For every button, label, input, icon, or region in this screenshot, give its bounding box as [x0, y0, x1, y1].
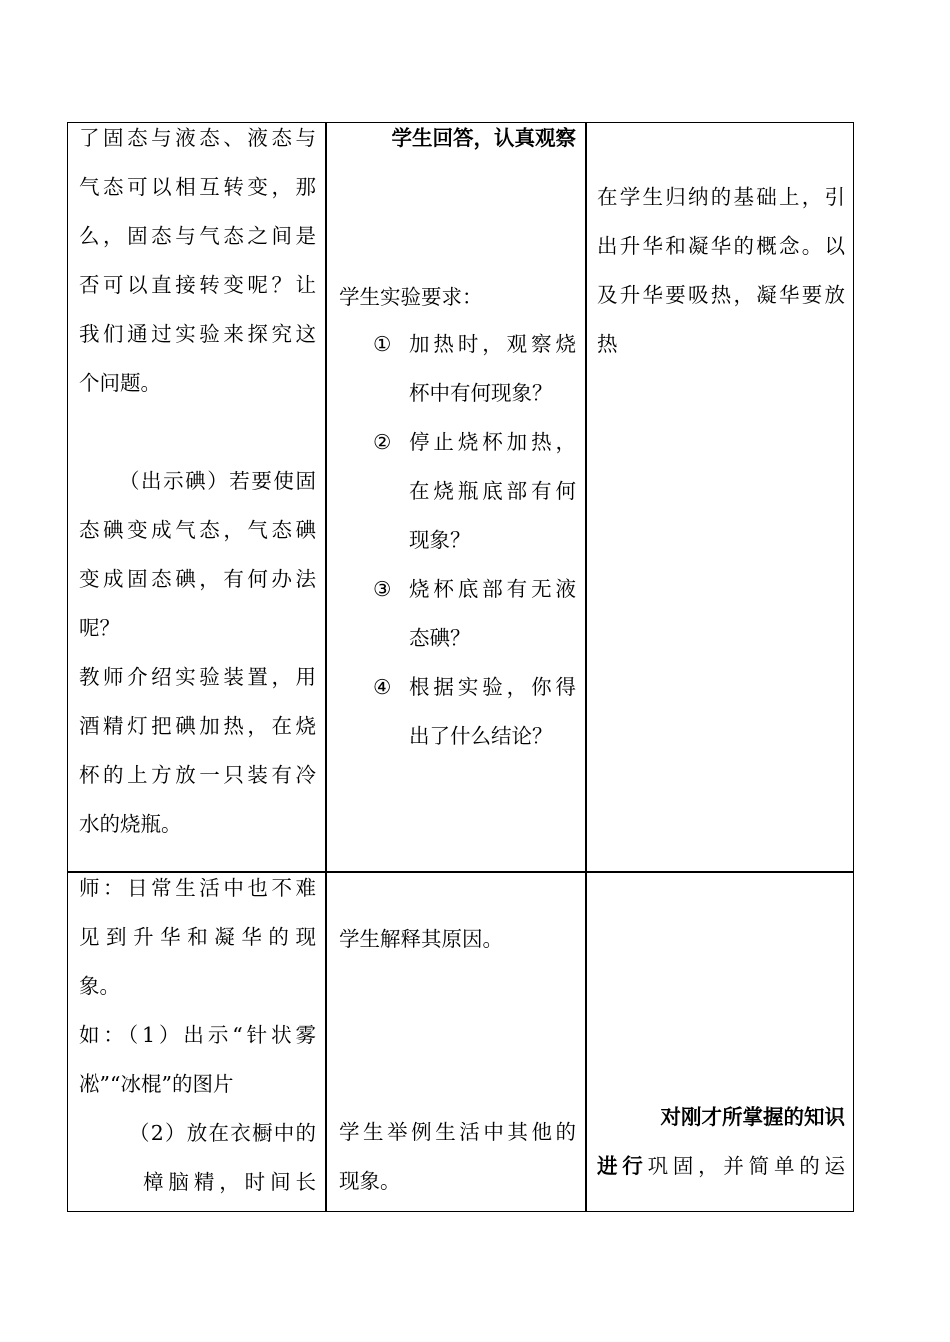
list-number: ④	[373, 675, 392, 699]
text-line: 变成固态碘，有何办法	[79, 567, 316, 591]
text-line: 出升华和凝华的概念。以	[597, 234, 845, 258]
row1-student-activity	[339, 114, 576, 322]
text-line: 么，固态与气态之间是	[79, 224, 316, 248]
cell-heading: 学生回答，认真观察	[391, 126, 576, 150]
row2-teacher-activity	[79, 864, 316, 1207]
text-line: 烧杯底部有无液	[409, 577, 576, 601]
list-item	[373, 320, 576, 418]
text-line: 呢？	[79, 616, 120, 640]
text-line: 在烧瓶底部有何	[409, 479, 576, 503]
text-line: 否可以直接转变呢？让	[79, 273, 316, 297]
text-line: 学生举例生活中其他的	[339, 1120, 576, 1144]
text-line: 杯中有何现象？	[409, 381, 553, 405]
text-line: 气态可以相互转变，那	[79, 175, 316, 199]
list-number: ③	[373, 577, 392, 601]
bold-text: 进行	[597, 1154, 648, 1178]
text-line: 了固态与液态、液态与	[79, 126, 316, 150]
text-line: 态碘？	[409, 626, 471, 650]
text-line: 樟脑精，时间长	[143, 1170, 316, 1194]
text-line: （2）放在衣橱中的	[129, 1121, 316, 1145]
column-divider-1	[325, 122, 327, 1212]
text-line: 及升华要吸热，凝华要放	[597, 283, 845, 307]
text-line: 师：日常生活中也不难	[79, 876, 316, 900]
list-number: ②	[373, 430, 392, 454]
text-line: 现象？	[409, 528, 471, 552]
list-item	[373, 663, 576, 761]
text-line: 态碘变成气态，气态碘	[79, 518, 316, 542]
text-line: 现象。	[339, 1169, 401, 1193]
requirements-title: 学生实验要求：	[339, 285, 483, 309]
text-line: 我们通过实验来探究这	[79, 322, 316, 346]
text-line: 水的烧瓶。	[79, 812, 182, 836]
text-line: 杯的上方放一只装有冷	[79, 763, 316, 787]
list-item	[373, 565, 576, 663]
text-line	[597, 1142, 845, 1191]
row2-student-activity	[339, 915, 576, 964]
text-line: 个问题。	[79, 371, 161, 395]
text-segment: 巩固，并简单的运	[647, 1154, 846, 1178]
text-line: 加热时，观察烧	[409, 332, 576, 356]
text-line: 停止烧杯加热，	[409, 430, 576, 454]
text-line: 见到升华和凝华的现	[79, 925, 316, 949]
experiment-requirements-list	[373, 320, 576, 761]
text-line: 酒精灯把碘加热，在烧	[79, 714, 316, 738]
text-line: 出了什么结论？	[409, 724, 553, 748]
list-number: ①	[373, 332, 392, 356]
text-line: 凇”“冰棍”的图片	[79, 1072, 234, 1096]
text-line: （出示碘）若要使固	[119, 469, 316, 493]
list-item	[373, 418, 576, 565]
text-line: 学生解释其原因。	[339, 927, 503, 951]
row1-teacher-activity	[79, 114, 316, 849]
text-line: 象。	[79, 974, 120, 998]
row2-design-intent	[597, 1093, 845, 1191]
text-line: 在学生归纳的基础上，引	[597, 185, 845, 209]
text-line: 如：（1）出示“针状雾	[79, 1023, 316, 1047]
text-line: 根据实验，你得	[409, 675, 576, 699]
text-line: 热	[597, 332, 618, 356]
column-divider-2	[585, 122, 587, 1212]
row2-student-examples	[339, 1108, 576, 1206]
row1-design-intent	[597, 173, 845, 369]
text-line: 教师介绍实验装置，用	[79, 665, 316, 689]
text-line: 对刚才所掌握的知识	[660, 1105, 845, 1129]
